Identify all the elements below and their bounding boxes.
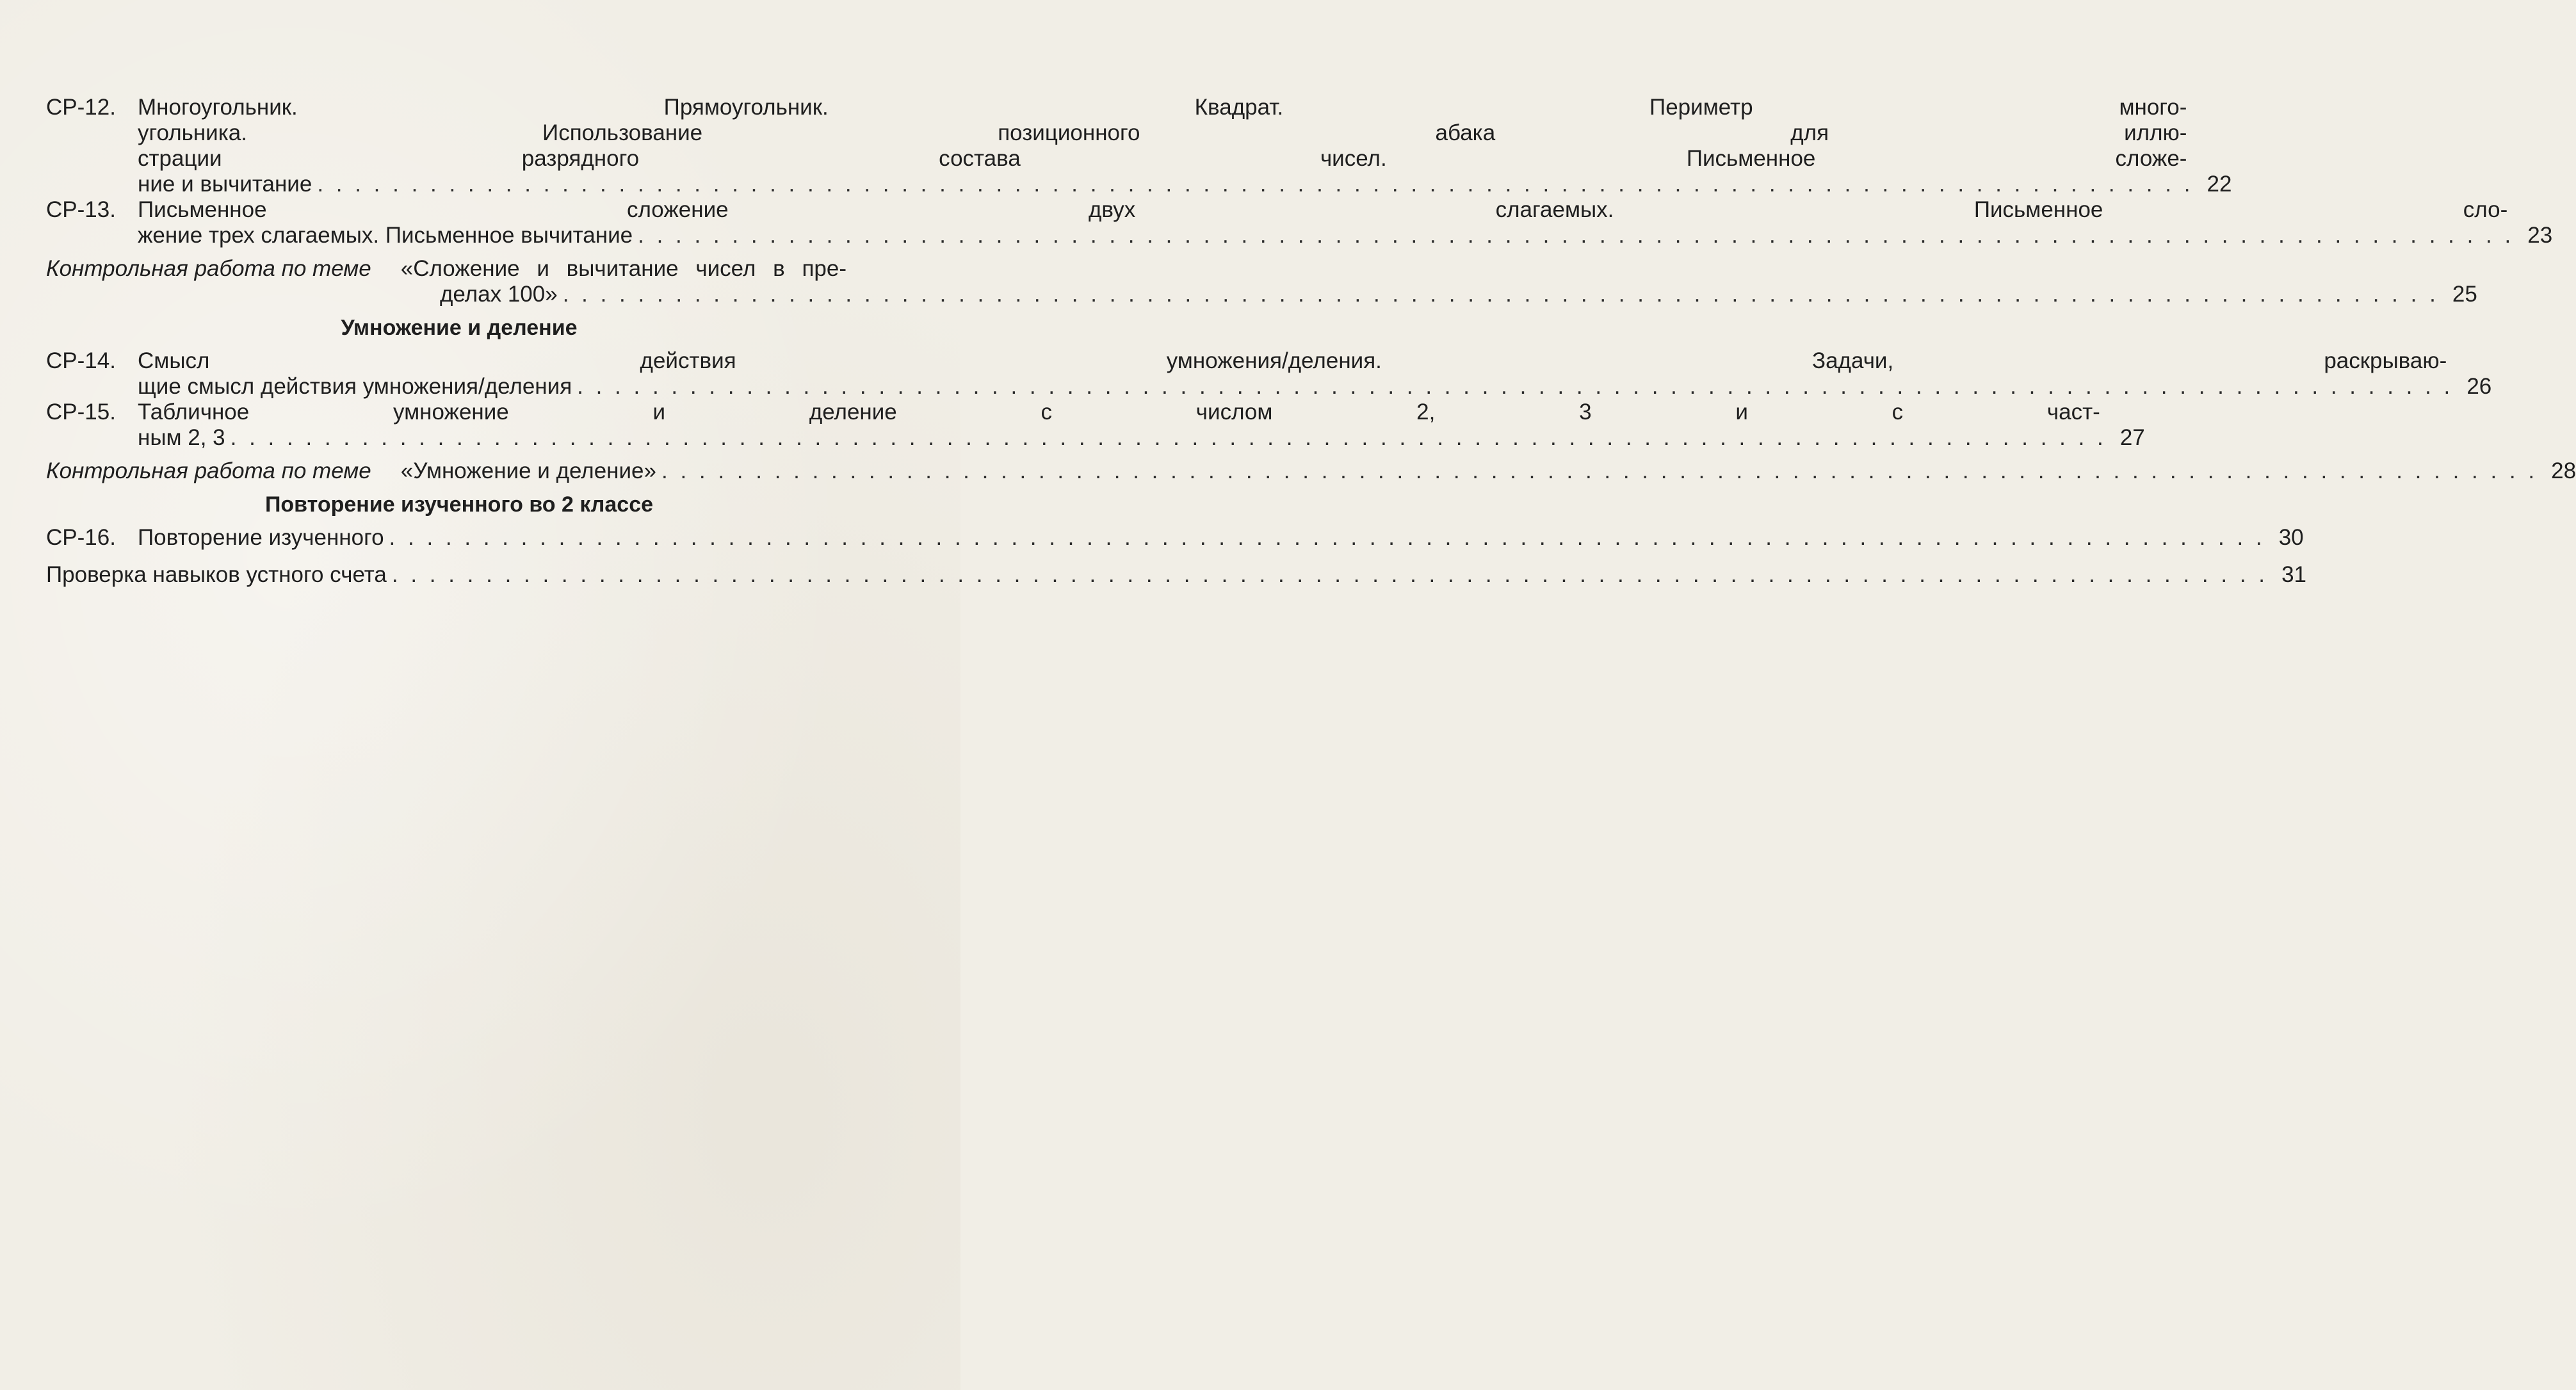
entry-line: Письменное сложение двух слагаемых. Письменное сло- xyxy=(138,197,2508,222)
entry-line: ным 2, 3 xyxy=(138,425,225,450)
page-number: 25 xyxy=(2452,282,2477,307)
page-number: 23 xyxy=(2527,223,2553,248)
test-lead: Контрольная работа по теме xyxy=(46,256,371,281)
leader-dots xyxy=(577,374,2453,400)
entry-number: СР-13. xyxy=(46,197,116,222)
entry-number: СР-14. xyxy=(46,348,116,373)
test-lead: Контрольная работа по теме xyxy=(46,458,371,483)
toc-entry-test-multiplication xyxy=(46,458,2576,484)
section-heading-multiplication: Умножение и деление xyxy=(341,316,578,340)
entry-line: Повторение изученного xyxy=(138,525,384,550)
toc-entry-sr15 xyxy=(46,400,2145,451)
toc-entry-mental-math-check xyxy=(46,562,2306,588)
entry-number: СР-16. xyxy=(46,525,116,550)
entry-line: Проверка навыков устного счета xyxy=(46,562,387,587)
leader-dots xyxy=(231,425,2107,451)
entry-line: щие смысл действия умножения/деления xyxy=(138,374,572,399)
page-number: 31 xyxy=(2281,562,2306,587)
toc-entry-sr14 xyxy=(46,348,2492,400)
page-number: 26 xyxy=(2467,374,2492,399)
entry-line: делах 100» xyxy=(440,282,558,307)
page-number: 22 xyxy=(2207,172,2232,197)
toc-entry-sr16 xyxy=(46,525,2304,551)
entry-line: угольника. Использование позиционного абака для иллю- xyxy=(138,120,2187,145)
toc-entry-sr13 xyxy=(46,197,2553,248)
leader-dots xyxy=(389,525,2265,551)
entry-line: Многоугольник. Прямоугольник. Квадрат. Периметр много- xyxy=(138,95,2187,120)
leader-dots xyxy=(638,223,2514,248)
toc-entry-test-addition xyxy=(46,256,2477,307)
leader-dots xyxy=(563,282,2439,307)
toc-entry-sr12 xyxy=(46,95,2232,197)
table-of-contents xyxy=(46,95,2576,588)
page-number: 27 xyxy=(2119,425,2145,450)
leader-dots xyxy=(317,172,2193,197)
leader-dots xyxy=(392,562,2268,588)
entry-number: СР-12. xyxy=(46,95,116,120)
entry-line: Табличное умножение и деление с числом 2, 3 и с част- xyxy=(138,400,2100,424)
page-number: 30 xyxy=(2278,525,2304,550)
entry-line: «Умножение и деление» xyxy=(400,458,656,483)
leader-dots xyxy=(661,458,2538,484)
entry-line: страции разрядного состава чисел. Письменное сложе- xyxy=(138,146,2187,171)
entry-number: СР-15. xyxy=(46,400,116,424)
entry-line: Смысл действия умножения/деления. Задачи, раскрываю- xyxy=(138,348,2447,373)
section-heading-review: Повторение изученного во 2 классе xyxy=(264,492,654,517)
entry-line: жение трех слагаемых. Письменное вычитание xyxy=(138,223,633,248)
entry-line: «Сложение и вычитание чисел в пре- xyxy=(400,256,847,281)
entry-line: ние и вычитание xyxy=(138,172,312,197)
page-number: 28 xyxy=(2551,458,2576,483)
